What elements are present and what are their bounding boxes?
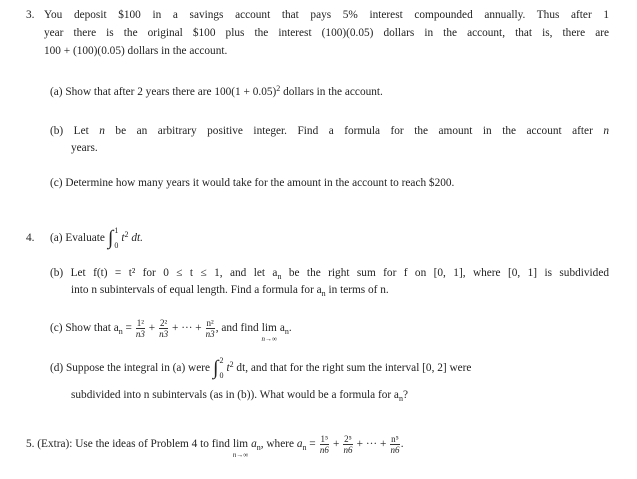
text: (a) Evaluate: [50, 232, 105, 244]
var-n: n: [603, 125, 610, 137]
dots: + ··· +: [169, 322, 205, 335]
subscript: n: [118, 327, 123, 337]
denominator: n3: [135, 329, 145, 339]
numerator: 1⁵: [320, 434, 329, 444]
subscript: n: [256, 443, 261, 453]
text: , and find: [215, 322, 262, 335]
plus: +: [330, 438, 343, 451]
problem-3-line-1: You deposit $100 in a savings account that pays 5% interest compounded annually. Thus after 1: [44, 9, 609, 21]
lim: lim: [261, 322, 277, 335]
integral-sign-icon: ∫: [212, 357, 219, 380]
text: , where: [260, 438, 297, 451]
fraction: [136, 318, 145, 339]
subscript: n: [302, 443, 307, 453]
part-3b-line-1: [50, 124, 609, 138]
part-4a: [50, 226, 143, 250]
denominator: n3: [159, 329, 169, 339]
text: .: [400, 438, 404, 451]
numerator: n⁵: [391, 434, 399, 444]
limit: [262, 321, 278, 343]
numerator: 2⁵: [344, 434, 352, 444]
integral-sign-icon: ∫: [107, 227, 114, 250]
part-3c: (c) Determine how many years it would take for the amount in the account to reach $200.: [50, 177, 455, 189]
problem-number: 3.: [26, 9, 35, 21]
differential: dt.: [128, 232, 143, 244]
subscript: n: [284, 327, 289, 337]
text: .: [288, 322, 292, 335]
text: dollars in the account.: [280, 86, 383, 98]
text: (d) Suppose the integral in (a) were: [50, 362, 210, 374]
part-3a: [50, 85, 383, 99]
integral: [108, 226, 118, 250]
fraction: [343, 434, 353, 455]
text: a: [277, 322, 285, 335]
text: in terms of n.: [325, 284, 389, 296]
upper-bound: 1: [114, 226, 119, 236]
text: 5. (Extra): Use the ideas of Problem 4 to find: [26, 438, 233, 451]
text: subdivided into n subintervals (as in (b)). What would be a formula for a: [71, 389, 399, 401]
var-n: n: [99, 125, 105, 137]
problem-3-line-2: year there is the original $100 plus the interest (100)(0.05) dollars in the account, that is, there are: [44, 27, 609, 39]
part-4c: [50, 318, 292, 343]
part-4b-line-1: [50, 266, 609, 280]
lim: lim: [232, 438, 249, 451]
text: ?: [402, 389, 408, 401]
problem-number: 4.: [26, 232, 35, 244]
numerator: 1²: [136, 318, 144, 328]
numerator: n²: [206, 318, 214, 328]
fraction: [206, 318, 215, 339]
subscript: n: [277, 272, 282, 281]
exponent: 2: [229, 360, 234, 369]
fraction: [159, 318, 168, 339]
limit-subscript: n→∞: [232, 451, 249, 460]
text: a: [296, 438, 303, 451]
fraction: [320, 434, 330, 455]
text: (c) Show that a: [50, 322, 119, 335]
text: (b) Let f(t) = t² for 0 ≤ t ≤ 1, and let a: [50, 267, 278, 279]
text: into n subintervals of equal length. Find a formula for a: [71, 284, 322, 296]
text: be an arbitrary positive integer. Find a formula for the amount in the account after: [104, 125, 604, 137]
part-4b-line-2: [71, 283, 389, 297]
integrand: t: [226, 362, 230, 374]
plus: +: [145, 322, 158, 335]
text: (b) Let: [50, 125, 100, 137]
upper-bound: 2: [219, 356, 224, 366]
part-3b-line-2: years.: [71, 142, 98, 154]
integral-bounds: [114, 226, 118, 250]
text: dt, and that for the right sum the interval [0, 2] were: [233, 362, 472, 374]
exponent: 2: [124, 230, 129, 239]
limit: [233, 437, 249, 459]
limit-subscript: n→∞: [261, 335, 278, 344]
denominator: n6: [390, 445, 400, 455]
numerator: 2²: [159, 318, 168, 328]
text: a: [248, 438, 257, 451]
exponent: 2: [276, 84, 281, 93]
denominator: n3: [205, 329, 215, 339]
denominator: n6: [319, 445, 329, 455]
text: be the right sum for f on [0, 1], where [0, 1] is subdivided: [281, 267, 609, 279]
part-4d-line-2: [71, 388, 408, 402]
subscript: n: [398, 394, 403, 403]
text: =: [122, 322, 135, 335]
dots: + ··· +: [353, 438, 390, 451]
integral-bounds: [219, 356, 223, 380]
integral: [213, 356, 223, 380]
problem-5: [26, 434, 404, 459]
part-4d-line-1: [50, 356, 471, 380]
subscript: n: [321, 289, 326, 298]
lower-bound: 0: [114, 241, 119, 251]
problem-3-line-3: 100 + (100)(0.05) dollars in the account.: [44, 45, 228, 57]
integrand: t: [121, 232, 125, 244]
denominator: n6: [343, 445, 353, 455]
text: (a) Show that after 2 years there are 100(1 + 0.05): [50, 86, 277, 98]
text: =: [306, 438, 319, 451]
lower-bound: 0: [219, 371, 224, 381]
fraction: [390, 434, 400, 455]
